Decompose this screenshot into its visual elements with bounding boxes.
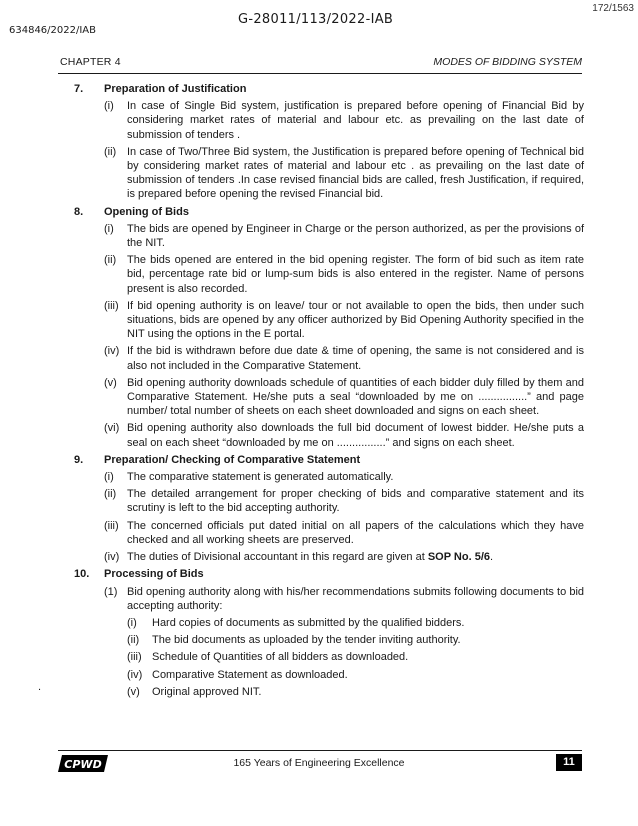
section-number: 10. (74, 568, 90, 581)
sub-list-item (58, 685, 584, 699)
sub-item-text: Hard copies of documents as submitted by the qualified bidders. (152, 616, 465, 629)
sub-item-number: (v) (127, 685, 140, 698)
item-text: The bids opened are entered in the bid opening register. The form of bid such as item rate bid, percentage rate bid or lump-sum bids is also entered in the register. Name of persons present is also recorded. (127, 254, 584, 295)
item-text: If bid opening authority is on leave/ tour or not available to open the bids, then under such situations, bids are opened by any officer authorized by Bid Opening Authority specified in the NIT using the options in the E portal. (127, 299, 584, 341)
item-text: Bid opening authority along with his/her recommendations submits following documents to bid accepting authority: (127, 585, 584, 612)
section-title: Preparation/ Checking of Comparative Statement (104, 453, 361, 466)
item-text: Bid opening authority downloads schedule of quantities of each bidder duly filled by them and Comparative Statement. He/she puts a seal “downloaded by me on ................” and page number/ total number of sheets on each sheet downloaded and signs on each sheet. (127, 376, 584, 418)
list-item (58, 585, 584, 613)
item-text-end: . (490, 551, 494, 564)
list-item (58, 519, 584, 547)
item-text-plain: The duties of Divisional accountant in this regard are given at (127, 551, 428, 564)
page-number-badge: 11 (556, 754, 582, 771)
item-text: The detailed arrangement for proper checking of bids and comparative statement and its scrutiny is left to the bid accepting authority. (127, 488, 584, 515)
item-text (127, 550, 584, 564)
section-10 (58, 567, 584, 699)
item-text: In case of Single Bid system, justification is prepared before opening of Financial Bid by considering market rates of material and labour etc. as prevailing on the last date of submission of tenders . (127, 100, 584, 141)
item-text: The bids are opened by Engineer in Charge or the person authorized, as per the provisions of the NIT. (127, 222, 584, 250)
logo-text: CPWD (64, 758, 102, 771)
sub-list-item (58, 650, 584, 664)
section-heading (58, 567, 584, 581)
list-item (58, 299, 584, 342)
list-item (58, 99, 584, 142)
section-9 (58, 453, 584, 564)
item-number: (iii) (104, 299, 119, 312)
section-heading (58, 205, 584, 219)
item-text: In case of Two/Three Bid system, the Justification is prepared before opening of Technical bid by considering market rates of material and labour etc . as prevailing on the last date of submission of tenders .In case revised financial bids are called, fresh Justification, if required, is prepared before opening the revised Financial bid. (127, 145, 584, 201)
section-number: 7. (74, 83, 84, 95)
item-text: The concerned officials put dated initial on all papers of the calculations which they have checked and all working sheets are preserved. (127, 519, 584, 546)
chapter-label: CHAPTER 4 (60, 56, 121, 68)
item-number: (iv) (104, 551, 120, 564)
margin-mark: . (38, 681, 42, 693)
list-item (58, 222, 584, 250)
sub-item-text: Comparative Statement as downloaded. (152, 668, 348, 681)
sub-list-item (58, 616, 584, 630)
list-item (58, 487, 584, 515)
list-item (58, 470, 584, 484)
footer-tagline: 165 Years of Engineering Excellence (233, 757, 405, 769)
list-item (58, 376, 584, 419)
page-reference: 172/1563 (592, 3, 634, 14)
list-item (58, 550, 584, 564)
item-number: (i) (104, 100, 114, 113)
running-header-title: MODES OF BIDDING SYSTEM (433, 56, 582, 68)
body-content (58, 82, 584, 702)
section-number: 9. (74, 453, 84, 466)
item-number: (iv) (104, 345, 120, 358)
item-text: Bid opening authority also downloads the full bid document of lowest bidder. He/she puts a seal on each sheet “downloaded by me on ................” and signs on each sheet. (127, 422, 584, 449)
section-title: Opening of Bids (104, 205, 189, 218)
list-item (58, 253, 584, 296)
header-divider (58, 73, 582, 74)
item-text: The comparative statement is generated automatically. (127, 471, 394, 484)
item-number: (vi) (104, 422, 120, 435)
item-number: (i) (104, 222, 114, 235)
item-number: (ii) (104, 254, 117, 267)
sub-item-number: (ii) (127, 634, 140, 647)
section-title: Preparation of Justification (104, 83, 247, 95)
item-number: (ii) (104, 488, 117, 501)
document-reference: 634846/2022/IAB (9, 25, 97, 36)
section-heading (58, 453, 584, 467)
sub-item-number: (iv) (127, 668, 143, 681)
item-number: (i) (104, 471, 114, 484)
footer-divider (58, 750, 582, 751)
list-item (58, 344, 584, 372)
sub-list-item (58, 633, 584, 647)
list-item (58, 421, 584, 449)
sub-item-number: (i) (127, 616, 137, 629)
sub-item-text: Original approved NIT. (152, 685, 262, 698)
item-number: (v) (104, 376, 117, 389)
sop-reference: SOP No. 5/6 (427, 551, 490, 564)
sub-item-text: Schedule of Quantities of all bidders as downloaded. (152, 651, 409, 664)
sub-list-item (58, 668, 584, 682)
section-heading (58, 82, 584, 96)
section-number: 8. (74, 205, 84, 218)
item-number: (1) (104, 585, 118, 598)
item-number: (ii) (104, 145, 117, 158)
sub-item-number: (iii) (127, 651, 142, 664)
sub-item-text: The bid documents as uploaded by the tender inviting authority. (152, 634, 461, 647)
section-title: Processing of Bids (104, 568, 204, 581)
section-8 (58, 205, 584, 450)
file-number: G-28011/113/2022-IAB (238, 12, 394, 27)
item-number: (iii) (104, 519, 119, 532)
list-item (58, 145, 584, 202)
item-text: If the bid is withdrawn before due date & time of opening, the same is not considered and is also not included in the Comparative Statement. (127, 345, 584, 372)
section-7 (58, 82, 584, 202)
